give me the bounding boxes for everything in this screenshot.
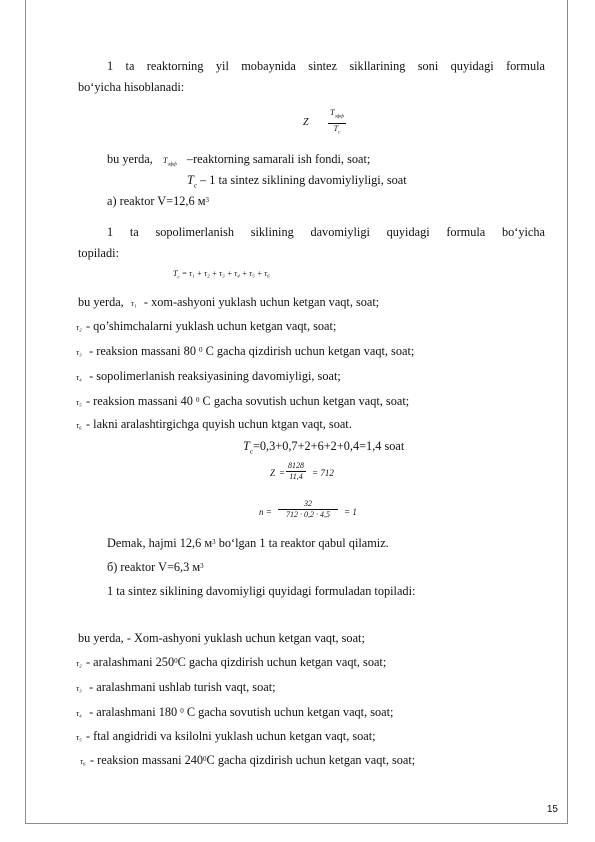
teff-symbol: $T_{эфф}$	[162, 156, 177, 168]
paragraph-cycle-duration: 1 ta sopolimerlanish siklining davomiyligi quyidagi formula bo‘yicha	[107, 225, 545, 239]
paragraph-synthesis-duration: 1 ta sintez siklining davomiyligi quyidagi formuladan topiladi:	[107, 584, 416, 598]
definition-t6: τ₆ - lakni aralashtirgichga quyish uchun ktgan vaqt, soat.	[76, 417, 352, 431]
definition-b-t4: τ₄ - aralashmani 180 $^0$ C gacha sovutish uchun ketgan vaqt, soat;	[76, 705, 394, 719]
formula-z-numerator: $T_{эфф}$	[330, 108, 344, 120]
definition-t4: τ₄ - sopolimerlanish reaksiyasining davomiyligi, soat;	[76, 369, 341, 383]
definition-t3: τ₃ - reaksion massani 80 $^0$ C gacha qizdirish uchun ketgan vaqt, soat;	[76, 344, 415, 358]
definition-t5: τ₅ - reaksion massani 40 $^0$ C gacha sovutish uchun ketgan vaqt, soat;	[76, 394, 410, 408]
formula-z-fraction	[328, 108, 346, 138]
definition-b-t5: τ₅ - ftal angidridi va ksilolni yuklash uchun ketgan vaqt, soat;	[76, 729, 376, 743]
eq-z-symbol: Z	[270, 468, 276, 478]
eq-z-numerator: 8128	[288, 461, 304, 470]
formula-z-symbol: Z	[303, 117, 309, 128]
definition-b-t2: τ₂ - aralashmani $250^0C$ gacha qizdirish uchun ketgan vaqt, soat;	[76, 655, 387, 669]
paragraph-cycle-duration-cont: topiladi:	[78, 246, 119, 260]
conclusion-line: Demak, hajmi 12,6 $м^3$ bo‘lgan 1 ta reaktor qabul qilamiz.	[107, 536, 389, 550]
page-number: 15	[546, 804, 558, 815]
tc-calculation: $T_c=0,3+0,7+2+6+2+0,4=1,4$ soat	[243, 439, 405, 456]
definition-t2: τ₂ - qo’shimchalarni yuklash uchun ketgan vaqt, soat;	[76, 319, 337, 333]
eq-n-numerator: 32	[304, 499, 312, 508]
formula-tc-sum: $T_c = \tau_1 + \tau_2 + \tau_3 + \tau_4 + \tau_5 + \tau_6$	[173, 269, 270, 281]
eq-z-fraction	[286, 461, 306, 482]
eq-n-result: = 1	[344, 507, 357, 517]
definition-b-t1: bu yerda, - Xom-ashyoni yuklash uchun ketgan vaqt, soat;	[78, 631, 365, 645]
eq-z-result: = 712	[312, 468, 334, 478]
reactor-b-line: б) reaktor V=6,3 $м^3$	[107, 560, 204, 574]
paragraph-cycles-intro-cont: bo‘yicha hisoblanadi:	[78, 80, 185, 94]
where-teff-line: bu yerda, $T_{эфф}$ –reaktorning samarali ish fondi, soat;	[107, 151, 370, 174]
paragraph-cycles-intro: 1 ta reaktorning yil mobaynida sintez sikllarining soni quyidagi formula	[107, 59, 545, 73]
definition-t1: bu yerda, τ₁ - xom-ashyoni yuklash uchun ketgan vaqt, soat;	[78, 295, 380, 309]
definition-b-t6: τ₆ - reaksion massani $240^0C$ gacha qizdirish uchun ketgan vaqt, soat;	[80, 753, 416, 767]
eq-n-left: n =	[259, 507, 272, 517]
eq-z-denominator: 11,4	[289, 472, 303, 481]
formula-z-denominator: $T_c$	[333, 123, 341, 136]
page-border	[25, 0, 568, 824]
reactor-a-line: a) reaktor V=12,6 $м^3$	[107, 194, 209, 208]
tc-definition-line: $T_c - 1$ ta sintez siklining davomiyliyligi, soat	[187, 173, 407, 190]
eq-n-fraction	[278, 499, 338, 520]
eq-n-denominator: 712 · 0,2 · 4,5	[286, 510, 330, 519]
definition-b-t3: τ₃ - aralashmani ushlab turish vaqt, soat;	[76, 680, 276, 694]
